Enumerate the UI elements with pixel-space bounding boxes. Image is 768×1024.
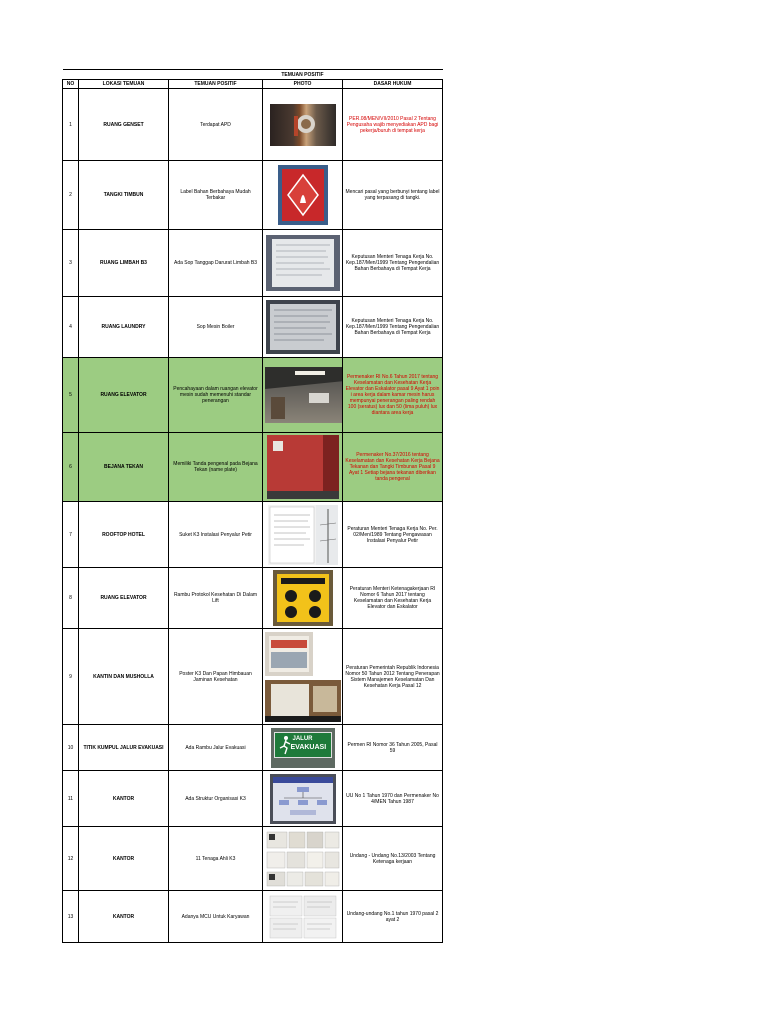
sign-line1: JALUR	[292, 735, 313, 742]
health-protocol-sign-image	[273, 570, 333, 626]
photo-label-tangki	[278, 165, 328, 225]
sign-line2: EVAKUASI	[290, 743, 327, 751]
table-row	[63, 568, 443, 629]
photo-mcu	[268, 894, 338, 940]
row-photo	[263, 502, 343, 568]
certificates-collage-image	[265, 830, 341, 888]
row-no: 2	[63, 161, 79, 230]
table-row	[63, 629, 443, 725]
row-lokasi: KANTOR	[79, 891, 169, 943]
certificate-image	[268, 505, 338, 565]
row-dasar: Mencari pasal yang berbunyi tentang label yang terpasang di tangki.	[343, 161, 443, 230]
row-no: 10	[63, 725, 79, 771]
table-title: TEMUAN POSITIF	[263, 70, 343, 80]
row-temuan: Suket K3 Instalasi Penyalur Petir	[169, 502, 263, 568]
row-temuan: Label Bahan Berbahaya Mudah Terbakar	[169, 161, 263, 230]
row-lokasi: TANGKI TIMBUN	[79, 161, 169, 230]
row-no: 6	[63, 433, 79, 502]
photo-elevator-lighting	[265, 367, 343, 423]
table-row	[63, 433, 443, 502]
row-photo	[263, 568, 343, 629]
row-no: 7	[63, 502, 79, 568]
row-dasar: Permen RI Nomor 36 Tahun 2005, Pasal 59	[343, 725, 443, 771]
row-temuan: 11 Tenaga Ahli K3	[169, 827, 263, 891]
photo-bejana-tekan	[267, 435, 339, 499]
row-no: 11	[63, 771, 79, 827]
photo-apd-image	[270, 104, 336, 146]
header-no: NO	[63, 80, 79, 89]
row-photo	[263, 358, 343, 433]
row-dasar: Permenaker RI No.6 Tahun 2017 tentang Keselamatan dan Kesehatan Kerja Elevator dan Eskalator pasal 9 Ayat 1 poin i area kerja dalam kamar mesin harus mempunyai penerangan paling rendah 100 (seratus) lux dan 50 (lima puluh) lux diantara area kerja	[343, 358, 443, 433]
table-row	[63, 161, 443, 230]
photo-poster-k3	[265, 632, 341, 722]
row-temuan: Rambu Protokol Kesehatan Di Dalam Lift	[169, 568, 263, 629]
row-lokasi: RUANG GENSET	[79, 89, 169, 161]
table-row	[63, 89, 443, 161]
row-dasar: Undang - Undang No.13/2003 Tentang Ketenaga kerjaan	[343, 827, 443, 891]
table-row	[63, 358, 443, 433]
header-dasar: DASAR HUKUM	[343, 80, 443, 89]
table-row	[63, 230, 443, 297]
row-temuan: Ada Sop Tanggap Darurat Limbah B3	[169, 230, 263, 297]
table-row	[63, 725, 443, 771]
document-page	[62, 69, 442, 943]
row-photo	[263, 230, 343, 297]
row-temuan: Terdapat APD	[169, 89, 263, 161]
row-no: 4	[63, 297, 79, 358]
row-dasar: Peraturan Pemerintah Republik Indonesia Nomor 50 Tahun 2012 Tentang Penerapan Sistem Manajemen Keselamatan Dan Kesehatan Kerja Pasal 12	[343, 629, 443, 725]
row-temuan: Poster K3 Dan Papan Himbauan Jaminan Kesehatan	[169, 629, 263, 725]
mcu-documents-image	[268, 894, 338, 940]
row-no: 5	[63, 358, 79, 433]
row-lokasi: BEJANA TEKAN	[79, 433, 169, 502]
row-no: 1	[63, 89, 79, 161]
photo-sop-limbah	[266, 235, 340, 291]
row-photo	[263, 629, 343, 725]
row-dasar: PER.08/MEN/VII/2010 Pasal 2 Tentang Pengusaha wajib menyediakan APD bagi pekerja/buruh di tempat kerja	[343, 89, 443, 161]
table-row	[63, 891, 443, 943]
photo-tenaga-ahli	[265, 830, 341, 888]
row-dasar: Undang-undang No.1 tahun 1970 pasal 2 ayat 2	[343, 891, 443, 943]
photo-rambu-lift	[273, 570, 333, 626]
table-row	[63, 771, 443, 827]
row-photo	[263, 89, 343, 161]
row-lokasi: RUANG LAUNDRY	[79, 297, 169, 358]
photo-suket-petir	[268, 505, 338, 565]
header-temuan: TEMUAN POSITIF	[169, 80, 263, 89]
evacuation-sign	[274, 732, 332, 758]
temuan-table	[62, 69, 443, 943]
running-man-icon	[278, 735, 292, 755]
row-no: 9	[63, 629, 79, 725]
sop-boiler-image	[266, 300, 340, 354]
flammable-label-image	[278, 165, 328, 225]
table-header-row	[63, 80, 443, 89]
row-lokasi: KANTIN DAN MUSHOLLA	[79, 629, 169, 725]
row-dasar: Peraturan Menteri Ketenagakerjaan RI Nomor 6 Tahun 2017 tentang Keselamatan dan Kesehatan Kerja Elevator dan Eskalator	[343, 568, 443, 629]
pressure-vessel-image	[267, 435, 339, 499]
row-photo	[263, 771, 343, 827]
row-lokasi: KANTOR	[79, 771, 169, 827]
table-row	[63, 297, 443, 358]
row-photo	[263, 827, 343, 891]
poster-k3-image	[265, 632, 341, 722]
table-title-row	[63, 70, 443, 80]
row-dasar: Peraturan Menteri Tenaga Kerja No. Per. 02/Men/1989 Tentang Pengawasan Instalasi Penyalur Petir	[343, 502, 443, 568]
photo-struktur-organisasi	[270, 774, 336, 824]
header-lokasi: LOKASI TEMUAN	[79, 80, 169, 89]
photo-apd	[270, 104, 336, 146]
sop-document-image	[266, 235, 340, 291]
row-no: 3	[63, 230, 79, 297]
row-photo	[263, 297, 343, 358]
row-no: 12	[63, 827, 79, 891]
row-dasar: Permenaker No.37/2016 tentang Keselamatan dan Kesehatan Kerja Bejana Tekanan dan Tangki Timbunan Pasal 9 Ayat 1 Setiap bejana tekanan diberikan tanda pengenal	[343, 433, 443, 502]
row-dasar: UU No 1 Tahun 1970 dan Permenaker No 4/MEN Tahun 1987	[343, 771, 443, 827]
elevator-room-image	[265, 367, 343, 423]
row-dasar: Keputusan Menteri Tenaga Kerja No. Kep.187/Men/1999 Tentang Pengendalian Bahan Berbahaya di Tempat Kerja	[343, 230, 443, 297]
row-lokasi: RUANG ELEVATOR	[79, 568, 169, 629]
row-lokasi: RUANG LIMBAH B3	[79, 230, 169, 297]
photo-jalur-evakuasi	[271, 728, 335, 768]
row-photo	[263, 433, 343, 502]
row-lokasi: TITIK KUMPUL JALUR EVAKUASI	[79, 725, 169, 771]
header-photo: PHOTO	[263, 80, 343, 89]
table-row	[63, 502, 443, 568]
photo-sop-boiler	[266, 300, 340, 354]
row-temuan: Ada Struktur Organisasi K3	[169, 771, 263, 827]
row-lokasi: RUANG ELEVATOR	[79, 358, 169, 433]
row-dasar: Keputusan Menteri Tenaga Kerja No. Kep.187/Men/1999 Tentang Pengendalian Bahan Berbahaya di Tempat Kerja	[343, 297, 443, 358]
row-photo	[263, 891, 343, 943]
table-row	[63, 827, 443, 891]
org-chart-image	[270, 774, 336, 824]
row-temuan: Adanya MCU Untuk Karyawan	[169, 891, 263, 943]
row-temuan: Sop Mesin Boiler	[169, 297, 263, 358]
row-lokasi: KANTOR	[79, 827, 169, 891]
row-lokasi: ROOFTOP HOTEL	[79, 502, 169, 568]
row-no: 13	[63, 891, 79, 943]
row-photo	[263, 161, 343, 230]
row-photo	[263, 725, 343, 771]
row-temuan: Ada Rambu Jalur Evakuasi	[169, 725, 263, 771]
row-no: 8	[63, 568, 79, 629]
row-temuan: Pencahayaan dalam ruangan elevator mesin sudah memenuhi standar penerangan	[169, 358, 263, 433]
row-temuan: Memiliki Tanda pengenal pada Bejana Tekan (name plate)	[169, 433, 263, 502]
